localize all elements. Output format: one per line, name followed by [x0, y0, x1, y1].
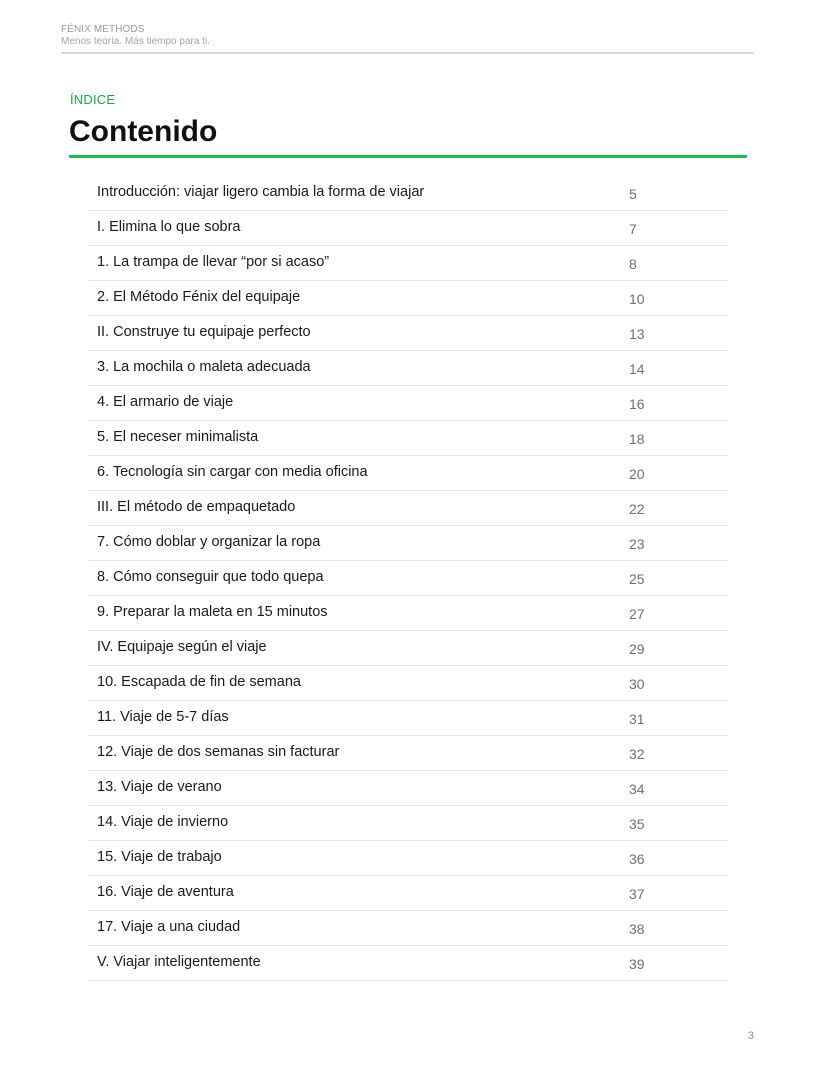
toc-entry-title: 10. Escapada de fin de semana — [97, 674, 301, 690]
toc-entry-page: 22 — [629, 501, 645, 517]
toc-entry[interactable] — [89, 736, 727, 771]
toc-entry-page: 18 — [629, 431, 645, 447]
toc-entry-title: 4. El armario de viaje — [97, 394, 234, 410]
toc-entry[interactable] — [89, 561, 727, 596]
toc-entry-page: 37 — [629, 886, 645, 902]
toc-entry-page: 16 — [629, 396, 645, 412]
toc-entry[interactable] — [89, 841, 727, 876]
toc-entry-title: 15. Viaje de trabajo — [97, 849, 222, 865]
toc-entry-page: 10 — [629, 291, 645, 307]
toc-entry-title: II. Construye tu equipaje perfecto — [97, 324, 311, 340]
brand-name: FÉNIX METHODS — [61, 24, 145, 35]
toc-entry-page: 30 — [629, 676, 645, 692]
toc-entry-page: 29 — [629, 641, 645, 657]
toc-entry-title: 3. La mochila o maleta adecuada — [97, 359, 311, 375]
toc-entry-title: Introducción: viajar ligero cambia la forma de viajar — [97, 184, 425, 200]
toc-entry-title: IV. Equipaje según el viaje — [97, 639, 267, 655]
toc-entry-title: 11. Viaje de 5-7 días — [97, 709, 229, 725]
toc-entry-title: 8. Cómo conseguir que todo quepa — [97, 569, 324, 585]
toc-entry-page: 32 — [629, 746, 645, 762]
toc-entry-title: 12. Viaje de dos semanas sin facturar — [97, 744, 340, 760]
toc-entry-page: 7 — [629, 221, 637, 237]
toc-entry[interactable] — [89, 596, 727, 631]
toc-entry[interactable] — [89, 946, 727, 981]
page-number: 3 — [747, 1030, 754, 1042]
toc-entry[interactable] — [89, 351, 727, 386]
brand-tagline: Menos teoría. Más tiempo para ti. — [61, 36, 210, 47]
toc-entry-title: V. Viajar inteligentemente — [97, 954, 261, 970]
toc-entry-page: 31 — [629, 711, 645, 727]
toc-entry-title: 7. Cómo doblar y organizar la ropa — [97, 534, 321, 550]
section-label: ÍNDICE — [70, 92, 116, 107]
page-title: Contenido — [69, 115, 218, 148]
toc-entry[interactable] — [89, 386, 727, 421]
toc-entry-page: 23 — [629, 536, 645, 552]
toc-entry-title: 16. Viaje de aventura — [97, 884, 234, 900]
toc-entry-title: III. El método de empaquetado — [97, 499, 296, 515]
toc-entry-title: 9. Preparar la maleta en 15 minutos — [97, 604, 328, 620]
toc-entry[interactable] — [89, 316, 727, 351]
toc-entry-title: 17. Viaje a una ciudad — [97, 919, 241, 935]
toc-entry-page: 5 — [629, 186, 637, 202]
table-of-contents — [89, 176, 727, 981]
toc-entry[interactable] — [89, 876, 727, 911]
toc-entry[interactable] — [89, 701, 727, 736]
toc-entry-page: 14 — [629, 361, 645, 377]
toc-entry[interactable] — [89, 456, 727, 491]
toc-entry-title: 2. El Método Fénix del equipaje — [97, 289, 301, 305]
toc-entry-title: 14. Viaje de invierno — [97, 814, 229, 830]
title-underline — [69, 155, 747, 158]
toc-entry[interactable] — [89, 666, 727, 701]
toc-entry-page: 39 — [629, 956, 645, 972]
toc-entry-title: 13. Viaje de verano — [97, 779, 222, 795]
toc-entry[interactable] — [89, 176, 727, 211]
toc-entry-page: 35 — [629, 816, 645, 832]
toc-entry[interactable] — [89, 526, 727, 561]
toc-entry-page: 38 — [629, 921, 645, 937]
toc-entry-page: 8 — [629, 256, 637, 272]
toc-entry-page: 20 — [629, 466, 645, 482]
toc-entry-page: 25 — [629, 571, 645, 587]
running-header — [61, 24, 754, 54]
toc-entry[interactable] — [89, 631, 727, 666]
toc-entry-page: 34 — [629, 781, 645, 797]
toc-entry[interactable] — [89, 491, 727, 526]
toc-entry-page: 13 — [629, 326, 645, 342]
toc-entry[interactable] — [89, 246, 727, 281]
toc-entry-page: 27 — [629, 606, 645, 622]
toc-entry[interactable] — [89, 281, 727, 316]
toc-entry[interactable] — [89, 211, 727, 246]
toc-entry-title: I. Elimina lo que sobra — [97, 219, 241, 235]
toc-entry-title: 5. El neceser minimalista — [97, 429, 259, 445]
toc-entry-title: 6. Tecnología sin cargar con media oficina — [97, 464, 368, 480]
toc-entry-title: 1. La trampa de llevar “por si acaso” — [97, 254, 330, 270]
toc-entry[interactable] — [89, 421, 727, 456]
toc-entry[interactable] — [89, 771, 727, 806]
toc-entry[interactable] — [89, 806, 727, 841]
toc-entry-page: 36 — [629, 851, 645, 867]
toc-entry[interactable] — [89, 911, 727, 946]
